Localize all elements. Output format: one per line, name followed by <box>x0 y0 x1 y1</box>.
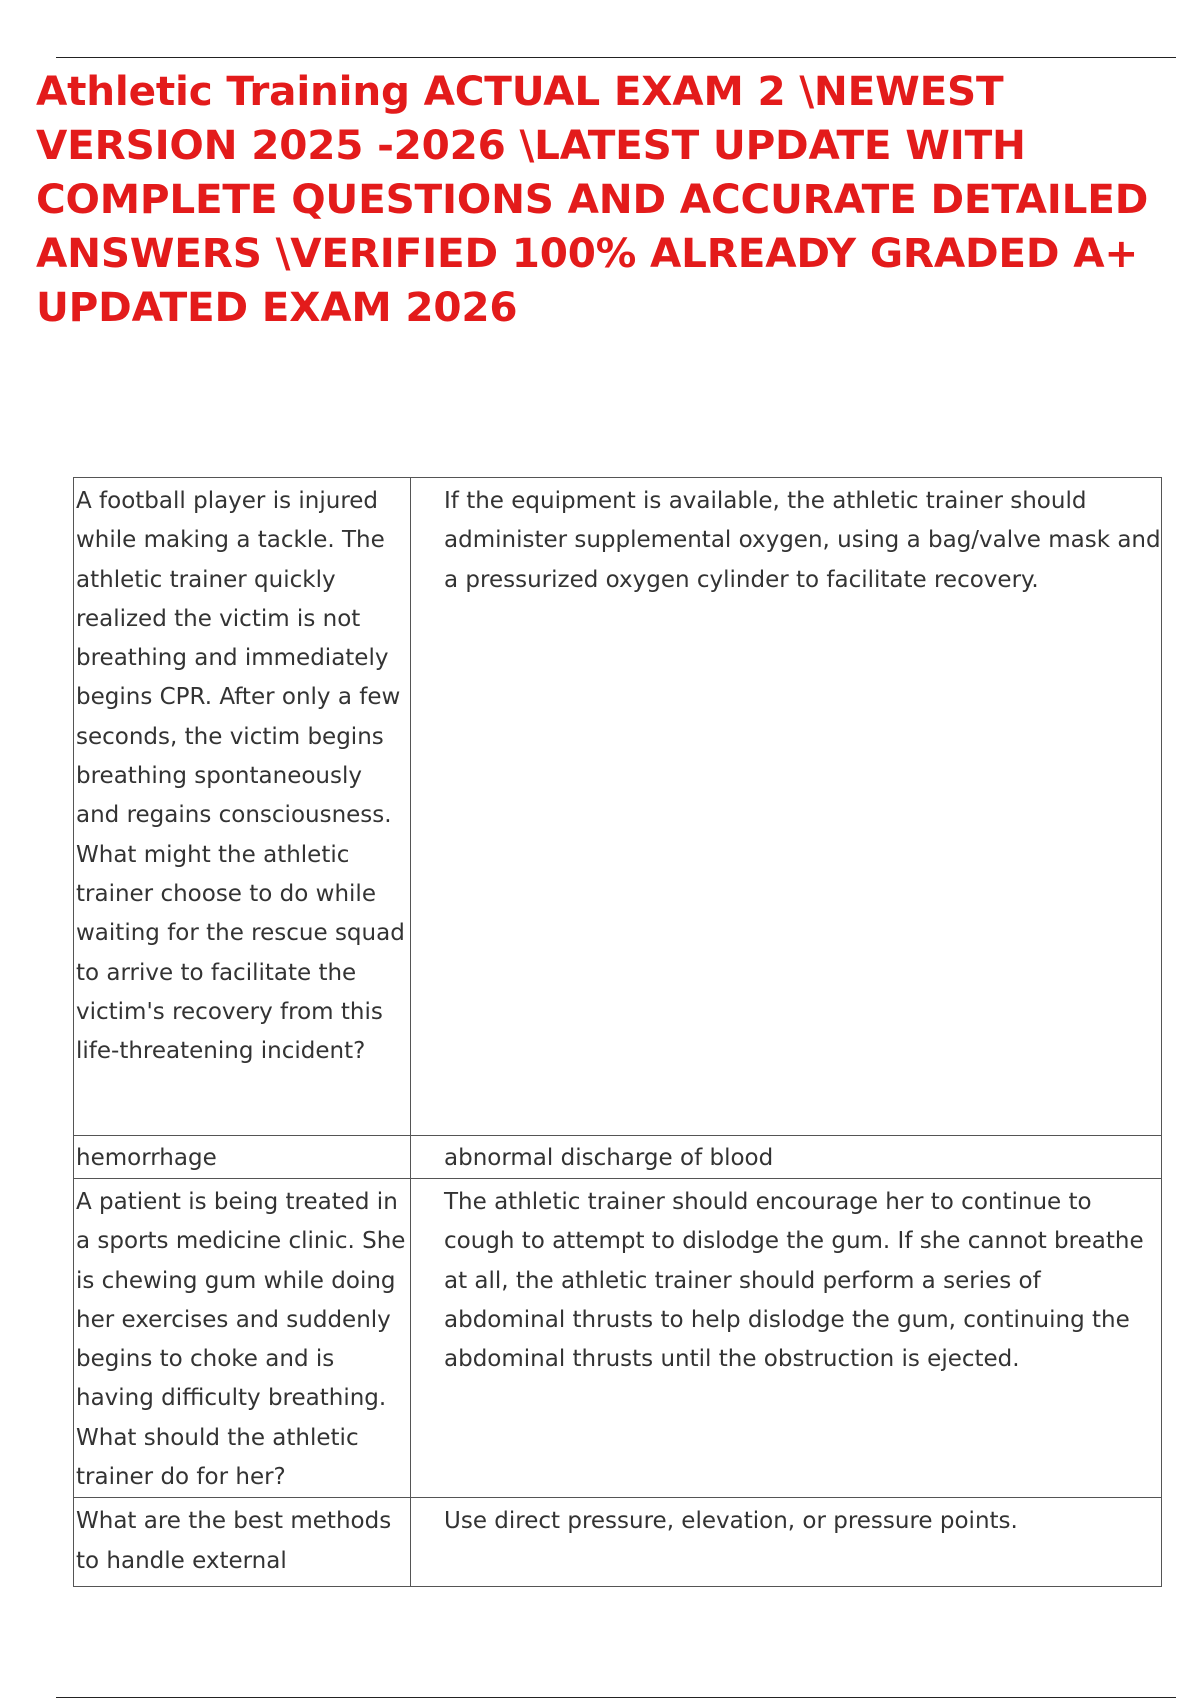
question-cell: hemorrhage <box>74 1136 411 1179</box>
bottom-rule <box>56 1697 1176 1698</box>
question-cell: A football player is injured while making a tackle. The athletic trainer quickly realized the victim is not breathing and immediately begins CPR. After only a few seconds, the victim begins breathing spontaneously and regains consciousness. What might the athletic trainer choose to do while waiting for the rescue squad to arrive to facilitate the victim's recovery from this life-threatening incident? <box>74 478 411 1136</box>
answer-cell: The athletic trainer should encourage her to continue to cough to attempt to dislodge the gum. If she cannot breathe at all, the athletic trainer should perform a series of abdominal thrusts to help dislodge the gum, continuing the abdominal thrusts until the obstruction is ejected. <box>411 1179 1162 1498</box>
answer-cell: abnormal discharge of blood <box>411 1136 1162 1179</box>
table-row <box>74 478 1162 1136</box>
answer-cell: Use direct pressure, elevation, or pressure points. <box>411 1498 1162 1587</box>
qa-table <box>73 477 1162 1587</box>
answer-cell: If the equipment is available, the athletic trainer should administer supplemental oxygen, using a bag/valve mask and a pressurized oxygen cylinder to facilitate recovery. <box>411 478 1162 1136</box>
document-title: Athletic Training ACTUAL EXAM 2 \NEWEST VERSION 2025 -2026 \LATEST UPDATE WITH COMPLETE QUESTIONS AND ACCURATE DETAILED ANSWERS \VERIFIED 100% ALREADY GRADED A+ UPDATED EXAM 2026 <box>36 67 1149 331</box>
table-row <box>74 1179 1162 1498</box>
table-row <box>74 1136 1162 1179</box>
question-cell: What are the best methods to handle external <box>74 1498 411 1587</box>
question-cell: A patient is being treated in a sports medicine clinic. She is chewing gum while doing her exercises and suddenly begins to choke and is having difficulty breathing. What should the athletic trainer do for her? <box>74 1179 411 1498</box>
table-row <box>74 1498 1162 1587</box>
top-rule <box>56 57 1176 58</box>
